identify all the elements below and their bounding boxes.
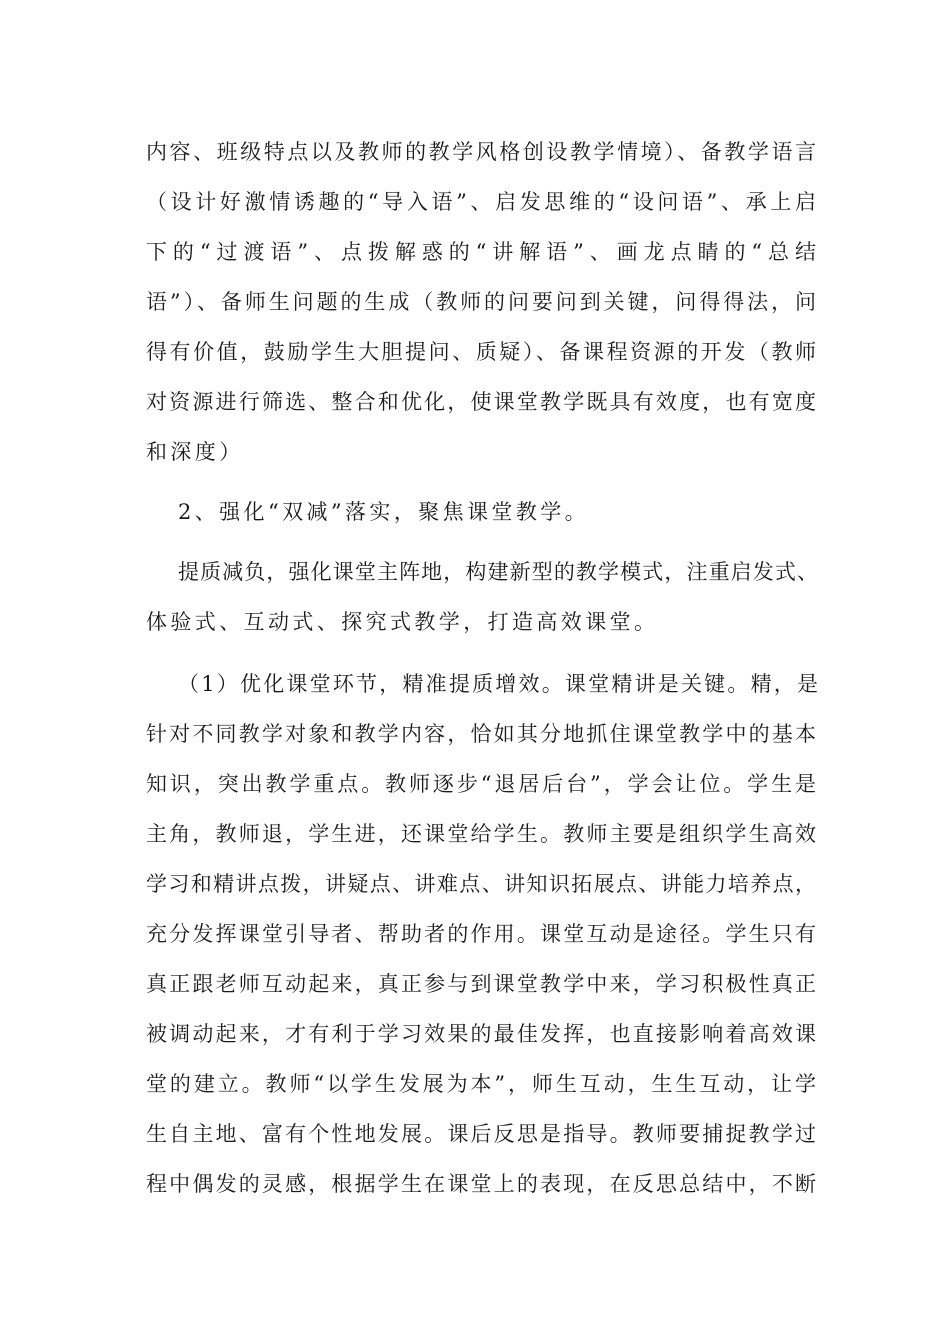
text-line: 学习和精讲点拨，讲疑点、讲难点、讲知识拓展点、讲能力培养点， xyxy=(146,872,816,896)
text-line: 充分发挥课堂引导者、帮助者的作用。课堂互动是途径。学生只有 xyxy=(146,922,816,946)
text-line: 内容、班级特点以及教师的教学风格创设教学情境）、备教学语言 xyxy=(146,140,816,164)
text-line: 知识，突出教学重点。教师逐步“退居后台”，学会让位。学生是 xyxy=(146,772,816,796)
text-line: （1）优化课堂环节，精准提质增效。课堂精讲是关键。精，是 xyxy=(178,672,818,696)
text-line: 语”）、备师生问题的生成（教师的问要问到关键，问得得法，问 xyxy=(146,290,816,314)
text-line: 体验式、互动式、探究式教学，打造高效课堂。 xyxy=(146,610,659,634)
text-line: （设计好激情诱趣的“导入语”、启发思维的“设问语”、承上启 xyxy=(146,190,816,214)
text-line: 程中偶发的灵感，根据学生在课堂上的表现，在反思总结中，不断 xyxy=(146,1172,816,1196)
text-line: 和深度） xyxy=(146,440,244,464)
text-line: 被调动起来，才有利于学习效果的最佳发挥，也直接影响着高效课 xyxy=(146,1022,816,1046)
text-line: 对资源进行筛选、整合和优化，使课堂教学既具有效度，也有宽度 xyxy=(146,390,816,414)
text-line: 真正跟老师互动起来，真正参与到课堂教学中来，学习积极性真正 xyxy=(146,972,816,996)
text-line: 生自主地、富有个性地发展。课后反思是指导。教师要捕捉教学过 xyxy=(146,1122,816,1146)
text-line: 提质减负，强化课堂主阵地，构建新型的教学模式，注重启发式、 xyxy=(178,560,818,584)
text-line: 针对不同教学对象和教学内容，恰如其分地抓住课堂教学中的基本 xyxy=(146,722,816,746)
text-line: 堂的建立。教师“以学生发展为本”，师生互动，生生互动，让学 xyxy=(146,1072,816,1096)
section-heading: 2、强化“双减”落实，聚焦课堂教学。 xyxy=(178,500,590,524)
text-line: 主角，教师退，学生进，还课堂给学生。教师主要是组织学生高效 xyxy=(146,822,816,846)
text-line: 得有价值，鼓励学生大胆提问、质疑）、备课程资源的开发（教师 xyxy=(146,340,816,364)
text-line: 下的“过渡语”、点拨解惑的“讲解语”、画龙点睛的“总结 xyxy=(146,240,816,264)
